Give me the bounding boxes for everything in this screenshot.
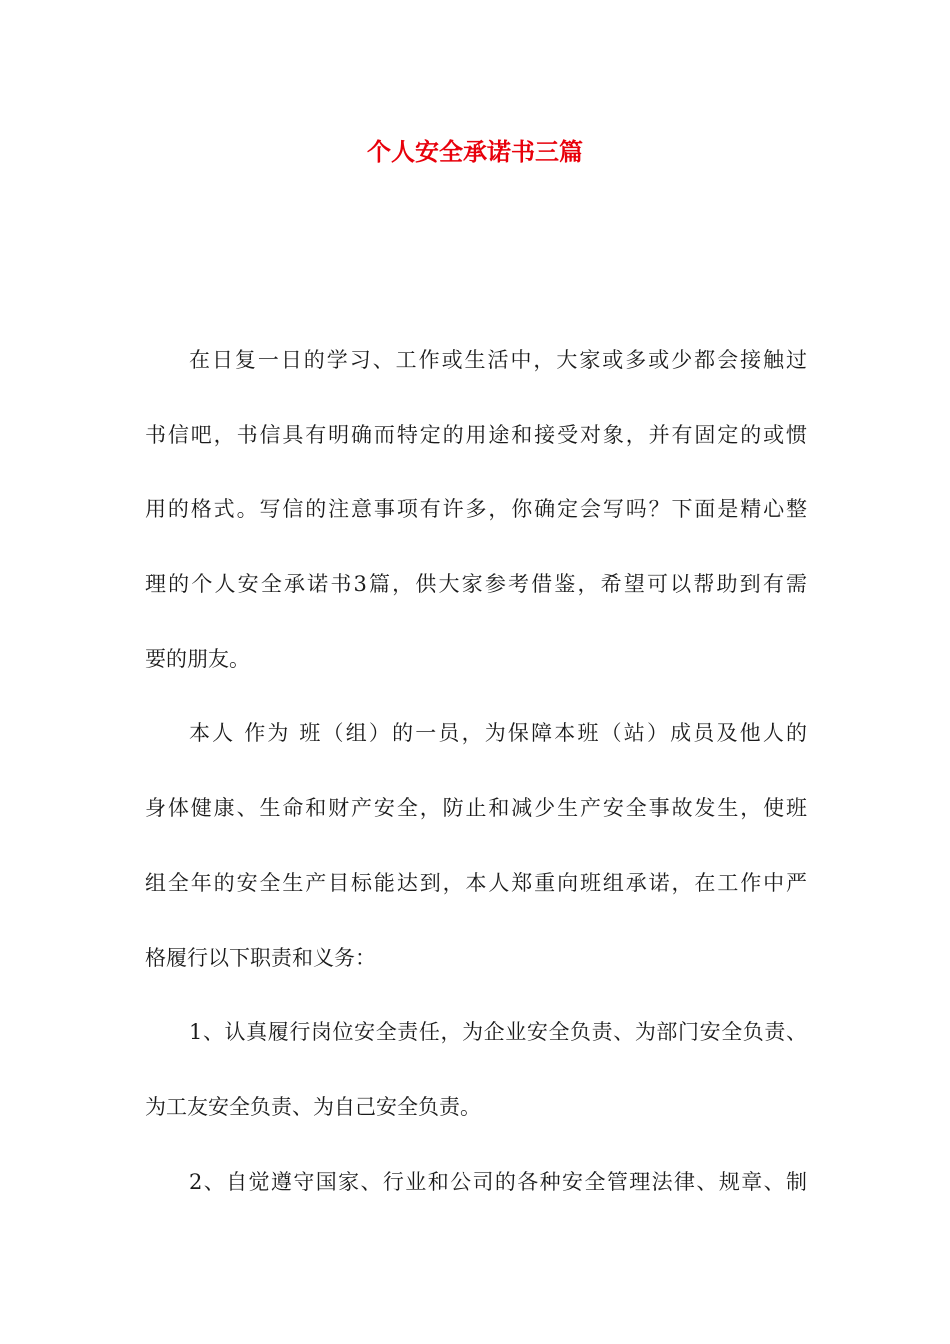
paragraph-1-line-5: 要的朋友。 (145, 646, 250, 671)
paragraph-2-line-4: 格履行以下职责和义务： (145, 945, 376, 970)
paragraph-2-line-1: 本人 作为 班（组）的一员，为保障本班（站）成员及他人的 (189, 721, 807, 746)
list-item-2-line-1: 2、自觉遵守国家、行业和公司的各种安全管理法律、规章、制 (189, 1169, 807, 1194)
document-body (145, 323, 807, 1219)
document-title: 个人安全承诺书三篇 (367, 137, 583, 166)
paragraph-1-line-3: 用的格式。写信的注意事项有许多，你确定会写吗？下面是精心整 (145, 497, 807, 522)
list-item-1-line-2: 为工友安全负责、为自己安全负责。 (145, 1094, 481, 1119)
paragraph-1-line-1: 在日复一日的学习、工作或生活中，大家或多或少都会接触过 (189, 348, 807, 372)
list-item-1-line-1: 1、认真履行岗位安全责任，为企业安全负责、为部门安全负责、 (189, 1020, 807, 1045)
paragraph-1-line-4: 理的个人安全承诺书3篇，供大家参考借鉴，希望可以帮助到有需 (145, 572, 807, 597)
paragraph-1-line-2: 书信吧，书信具有明确而特定的用途和接受对象，并有固定的或惯 (145, 422, 807, 447)
paragraph-2-line-3: 组全年的安全生产目标能达到，本人郑重向班组承诺，在工作中严 (145, 870, 807, 895)
paragraph-2-line-2: 身体健康、生命和财产安全，防止和减少生产安全事故发生，使班 (145, 796, 807, 821)
